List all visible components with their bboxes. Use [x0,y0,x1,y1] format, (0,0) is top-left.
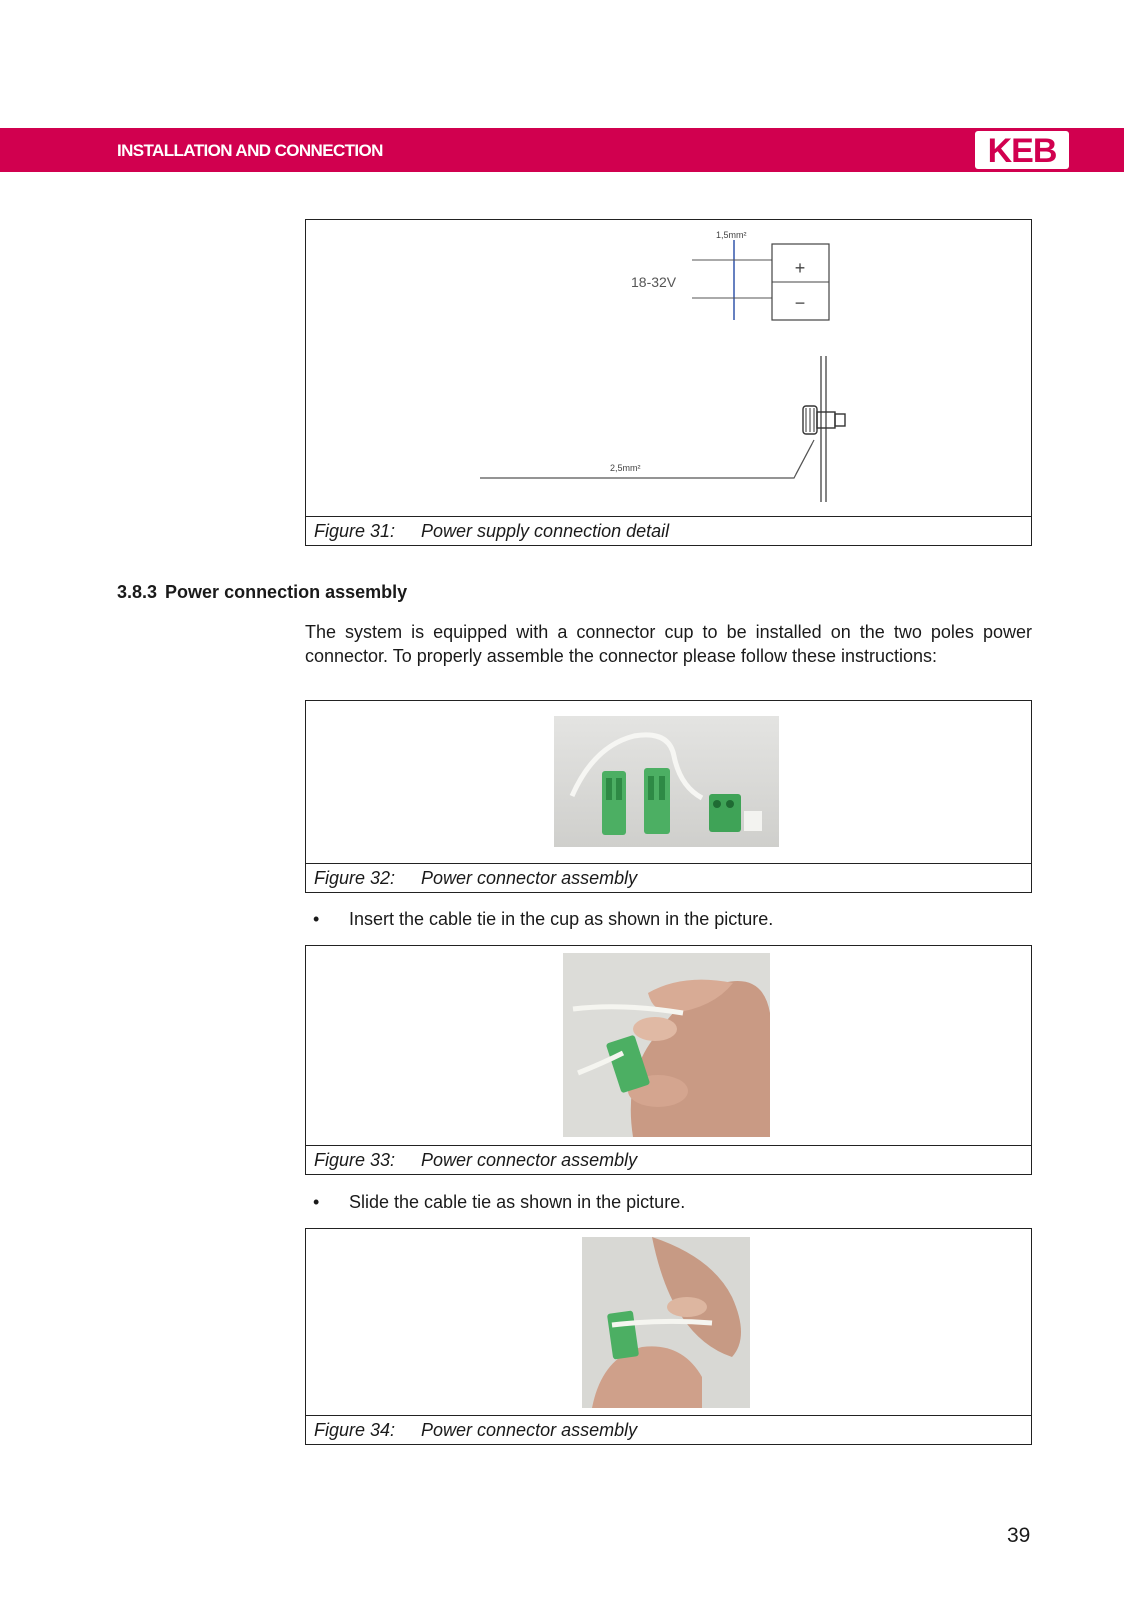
header-title: INSTALLATION AND CONNECTION [117,141,383,160]
connector-parts-photo [554,716,779,847]
figure-33-image-area [306,946,1031,1146]
figure-31 [305,219,1032,546]
figure-34-number: Figure 34: [314,1420,396,1440]
bullet-text: Slide the cable tie as shown in the picture. [349,1192,686,1212]
section-heading [117,582,407,603]
figure-33-caption [306,1146,1031,1174]
voltage-label: 18-32V [631,274,677,290]
section-number: 3.8.3 [117,582,158,602]
page-number: 39 [1007,1524,1031,1547]
keb-logo [975,131,1069,169]
wire-top-label: 1,5mm² [716,230,747,240]
bullet-marker: • [313,1192,320,1212]
minus-sign: − [794,293,806,313]
figure-34-text: Power connector assembly [421,1420,638,1440]
figure-33-text: Power connector assembly [421,1150,638,1170]
wire-bottom-label: 2,5mm² [610,463,641,473]
intro-paragraph: The system is equipped with a connector cup to be installed on the two poles power connector. To properly assemble the connector please follow these instructions: [305,622,1032,666]
figure-34 [305,1228,1032,1445]
instruction-bullet-2 [313,1191,685,1213]
figure-33-number: Figure 33: [314,1150,396,1170]
bullet-text: Insert the cable tie in the cup as shown in the picture. [349,909,774,929]
insert-cable-tie-photo [563,953,770,1137]
bullet-marker: • [313,909,320,929]
plus-sign: + [794,258,806,278]
figure-31-number: Figure 31: [314,521,396,541]
figure-33 [305,945,1032,1175]
logo-text: KEB [987,134,1057,166]
instruction-bullet-1 [313,908,773,930]
figure-32-text: Power connector assembly [421,868,638,888]
wiring-diagram [306,220,1031,517]
figure-32-image-area [306,701,1031,864]
section-title: Power connection assembly [165,582,408,602]
figure-31-text: Power supply connection detail [421,521,670,541]
figure-34-image-area [306,1229,1031,1416]
figure-32-caption [306,864,1031,892]
header-band-end [1077,128,1124,172]
figure-32-number: Figure 32: [314,868,396,888]
figure-34-caption [306,1416,1031,1444]
slide-cable-tie-photo [582,1237,750,1408]
figure-32 [305,700,1032,893]
figure-31-caption [306,517,1031,545]
